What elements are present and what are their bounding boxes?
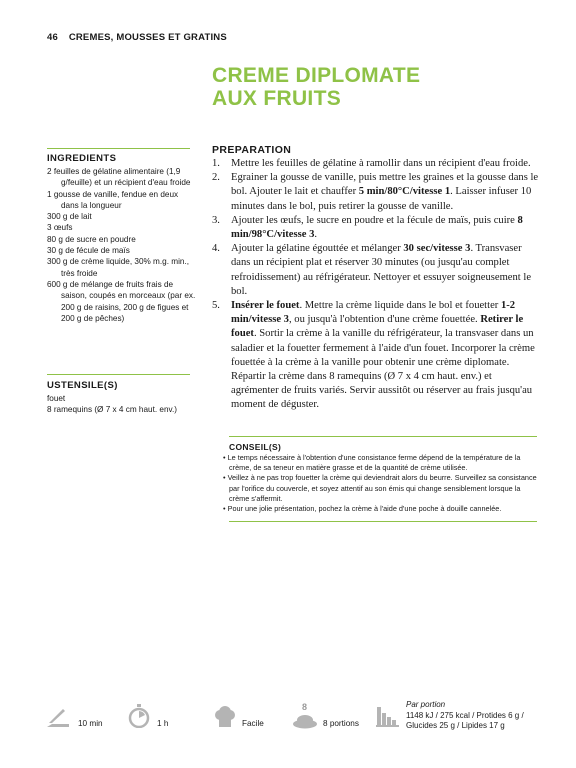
step-text	[231, 171, 542, 214]
step-number: 5.	[212, 300, 220, 312]
preparation-steps	[212, 157, 542, 413]
nutrition-line-2: Glucides 25 g / Lipides 17 g	[406, 721, 505, 730]
ingredient-item: 80 g de sucre en poudre	[47, 234, 136, 244]
preparation-step	[212, 214, 542, 242]
step-setting: 8 min/98°C/vitesse 3	[231, 214, 523, 241]
conseil-tip: • Pour une jolie présentation, pochez la crème à l'aide d'une poche à douille cannelée.	[223, 504, 502, 514]
ingredient-item: 300 g de lait	[47, 212, 92, 222]
preparation-step	[212, 171, 542, 214]
per-portion-label: Par portion	[406, 700, 446, 709]
step-setting: 5 min/80°C/vitesse 1	[358, 186, 451, 198]
preparation-heading: PREPARATION	[212, 144, 292, 156]
ingredient-item: 600 g de mélange de fruits frais de saison, coupés en morceaux (par ex. 200 g de raisins, 200 g de figues et 200 g de pêches)	[47, 279, 196, 323]
ingredients-top-rule	[47, 148, 190, 149]
nutrition-info	[406, 700, 524, 732]
utensils-list	[47, 393, 177, 416]
ingredients-heading: INGREDIENTS	[47, 153, 117, 164]
step-text-part: . Transvaser dans un récipient plat et réserver 30 minutes (ou jusqu'au complet refroidissement) au réfrigérateur. Nettoyer et essuyer soigneusement le bol.	[231, 243, 532, 297]
step-text-part: Ajouter la gélatine égouttée et mélanger	[231, 243, 404, 255]
step-text-part: , ou jusqu'à l'obtention d'une crème fouettée.	[288, 314, 481, 326]
step-number: 2.	[212, 172, 220, 184]
step-text-part: Egrainer la gousse de vanille, puis mettre les graines et la gousse dans le bol. Ajouter le lait et chauffer	[231, 172, 539, 198]
recipe-title-line-2: AUX FRUITS	[212, 87, 341, 110]
step-setting: 1-2 min/vitesse 3	[231, 300, 516, 326]
step-setting: Insérer le fouet	[231, 300, 300, 312]
ingredient-item: 3 œufs	[47, 223, 73, 233]
step-text	[231, 214, 542, 242]
page-number: 46	[47, 32, 58, 43]
conseil-tip: • Veillez à ne pas trop fouetter la crème qui deviendrait alors du beurre. Surveillez sa consistance par l'orifice du couvercle, et soyez attentif au son émis qui change sensiblement lorsque la crème s'affermit.	[223, 473, 537, 503]
portions-icon	[292, 704, 318, 728]
step-number: 4.	[212, 243, 220, 255]
stopwatch-icon	[128, 704, 150, 728]
step-text-part: . Sortir la crème à la vanille du réfrigérateur, la transvaser dans un saladier et la fouetter fermement à l'aide d'un fouet. Incorporer la crème fouettée à la crème à la vanille pour obtenir une crème diplomate. Répartir la crème dans 8 ramequins (Ø 7 x 4 cm haut. env.) et agrémenter de fruits variés. Servir aussitôt ou réserver au frais jusqu'au moment de déguster.	[231, 328, 535, 411]
portions	[292, 704, 359, 728]
nutrition-icon-wrap	[376, 705, 400, 727]
step-text	[231, 157, 542, 171]
page-header	[47, 32, 227, 43]
ingredient-item: 30 g de fécule de maïs	[47, 246, 130, 256]
conseil-bottom-rule	[229, 521, 537, 522]
step-text	[231, 299, 542, 413]
difficulty	[213, 706, 264, 728]
step-text-part: .	[314, 229, 318, 241]
preparation-step	[212, 299, 542, 413]
step-text-part: . Laisser infuser 10 minutes dans le bol, puis retirer la gousse de vanille.	[231, 186, 532, 212]
step-text-part: Ajouter les œufs, le sucre en poudre et la fécule de maïs, puis cuire	[231, 214, 518, 226]
recipe-title-line-1: CREME DIPLOMATE	[212, 64, 421, 87]
step-number: 3.	[212, 214, 220, 226]
prep-time	[46, 706, 103, 728]
knife-icon	[46, 706, 70, 728]
difficulty-label: Facile	[242, 719, 264, 728]
ingredient-item: 300 g de crème liquide, 30% m.g. min., très froide	[47, 257, 189, 278]
step-text-part: . Mettre la crème liquide dans le bol et fouetter	[299, 300, 501, 312]
chapter-title: CREMES, MOUSSES ET GRATINS	[68, 32, 227, 43]
portions-icon-number: 8	[302, 702, 308, 712]
total-time-label: 1 h	[157, 719, 169, 728]
plate-icon	[292, 713, 318, 729]
utensil-item: 8 ramequins (Ø 7 x 4 cm haut. env.)	[47, 405, 177, 415]
step-text	[231, 242, 542, 299]
step-setting: Retirer le fouet	[231, 314, 524, 340]
utensil-item: fouet	[47, 394, 66, 403]
step-number: 1.	[212, 158, 220, 169]
preparation-step	[212, 157, 542, 171]
preparation-step	[212, 242, 542, 299]
ingredient-item: 2 feuilles de gélatine alimentaire (1,9 g/feuille) et un récipient d'eau froide	[47, 167, 191, 188]
utensils-heading: USTENSILE(S)	[47, 380, 118, 391]
utensils-top-rule	[47, 374, 190, 375]
conseil-heading: CONSEIL(S)	[229, 442, 282, 452]
prep-time-label: 10 min	[78, 719, 103, 728]
step-setting: 30 sec/vitesse 3	[403, 243, 471, 255]
conseil-tips	[222, 453, 540, 514]
total-time	[128, 704, 168, 728]
nutrition-line-1: 1148 kJ / 275 kcal / Protides 6 g /	[406, 710, 524, 720]
bar-chart-icon	[376, 705, 400, 727]
portions-label: 8 portions	[323, 719, 359, 728]
ingredient-item: 1 gousse de vanille, fendue en deux dans la longueur	[47, 189, 179, 210]
chef-hat-icon	[213, 706, 237, 728]
step-text-part: Mettre les feuilles de gélatine à ramollir dans un récipient d'eau froide.	[231, 158, 531, 169]
conseil-tip: • Le temps nécessaire à l'obtention d'une consistance ferme dépend de la température de la crème, de sa teneur en matière grasse et de la quantité de crème utilisée.	[223, 453, 521, 473]
recipe-title	[212, 64, 420, 110]
conseil-top-rule	[229, 436, 537, 437]
ingredients-list	[47, 166, 197, 324]
